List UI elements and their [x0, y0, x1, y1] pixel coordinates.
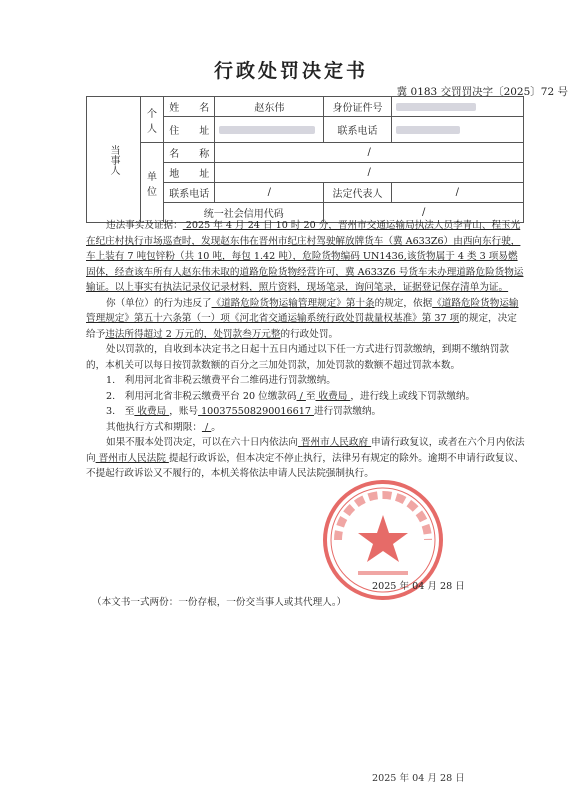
unit-address-label: 地 址: [164, 163, 215, 183]
unit-address-value: /: [215, 163, 524, 183]
id-label: 身份证件号: [324, 97, 391, 117]
phone-value-redacted: [391, 117, 523, 143]
payment-paragraph: 处以罚款的，自收到本决定书之日起十五日内通过以下任一方式进行罚款缴纳，到期不缴纳罚款的，本机关可以每日按罚款数额的百分之三加处罚款，加处罚款的数额不超过罚款本数。: [86, 344, 509, 371]
individual-label: 个人: [141, 97, 164, 143]
name-value: 赵东伟: [215, 97, 324, 117]
party-label: 当事人: [87, 97, 141, 223]
footer-date: 2025 年 04 月 28 日: [372, 773, 465, 784]
decision-body: [86, 218, 526, 482]
name-label: 姓 名: [164, 97, 215, 117]
address-label: 住 址: [164, 117, 215, 143]
payment-method-3: 3. 至 收费局 ，账号 100375508290016617 进行罚款缴纳。: [106, 406, 382, 417]
credit-code-value: /: [324, 203, 524, 223]
unit-name-value: /: [215, 143, 524, 163]
page-title: 行政处罚决定书: [213, 60, 368, 82]
footer-note: （本文书一式两份：一份存根，一份交当事人或其代理人。）: [92, 597, 347, 608]
unit-phone-label: 联系电话: [164, 183, 215, 203]
legal-rep-label: 法定代表人: [324, 183, 391, 203]
violation-facts-paragraph: 违法事实及证据： 2025 年 4 月 24 日 10 时 20 分，晋州市交通运输局执法人员李青山、程玉光在纪庄村执行市场巡查时，发现赵东伟在晋州市纪庄村驾驶解放牌货车（冀 A633Z6）由西向东行驶，车上装有 7 吨包锌粉（共 10 吨，每包 1.42 吨），危险货物编码 UN1436,该货物属于 4 类 3 项易燃固体，经查该车所有人赵东伟未取的道路危险货物经营许可，冀 A633Z6 号货车未办理道路危险货物运输证。以上事实有执法记录仪记录材料，照片资料，现场笔录，询问笔录，证据登记保存清单为证。: [86, 220, 524, 293]
party-info-table: [86, 96, 524, 223]
legal-rep-value: /: [391, 183, 523, 203]
address-value-redacted: [215, 117, 324, 143]
payment-method-2: 2. 利用河北省非税云缴费平台 20 位缴款码 / 至 收费局 ，进行线上或线下罚款缴纳。: [106, 390, 476, 402]
appeal-paragraph: 如果不服本处罚决定，可以在六十日内依法向 晋州市人民政府 申请行政复议，或者在六个月内依法向 晋州市人民法院 提起行政诉讼，但本决定不停止执行，法律另有规定的除外。逾期不申请行政复议、不提起行政诉讼又不履行的，本机关将依法申请人民法院强制执行。: [86, 437, 525, 479]
document-number: 冀 0183 交罚罚决字〔2025〕72 号: [396, 86, 568, 98]
payment-method-1: 1. 利用河北省非税云缴费平台二维码进行罚款缴纳。: [106, 375, 336, 386]
violation-basis-paragraph: 你（单位）的行为违反了《道路危险货物运输管理规定》第十条的规定，依据《道路危险货物运输管理规定》第五十六条第（一）项《河北省交通运输系统行政处罚裁量权基准》第 37 项的规定，决定给予违法所得超过 2 万元的，处罚款叁万元整的行政处罚。: [86, 297, 519, 340]
unit-label: 单位: [141, 143, 164, 223]
id-value-redacted: [391, 97, 523, 117]
other-execution: 其他执行方式和期限： / 。: [106, 421, 221, 433]
phone-label: 联系电话: [324, 117, 391, 143]
unit-name-label: 名 称: [164, 143, 215, 163]
credit-code-label: 统一社会信用代码: [164, 203, 324, 223]
penalty-decision-document: 行政处罚决定书 冀 0183 交罚罚决字〔2025〕72 号 当事人 个人 姓 名 赵东伟 身份证件号 住 址 联系电话 单位 名 称 / 地 址 / 联系电话 / 法定代表人 / 统一社会信用代码 / 违法事实及证据： 2025 年 4 月 24 日 10 时 20 分，晋州市交通运输局执法人员李青山、程玉光在纪庄村执行市场巡查时，发现赵东伟在晋州市纪庄村驾驶解放牌货车（冀 A633Z6）由西向东行驶，车上装有 7 吨包锌粉（共 10 吨，每包 1.42 吨），危险货物编码 UN1436,该货物属于 4 类 3 项易燃固体，经查该车所有人赵东伟未取的道路危险货物经营许可，冀 A633Z6 号货车未办理道路危险货物运输证。以上事实有执法记录仪记录材料，照片资料，现场笔录，询问笔录，证据登记保存清单为证。 你（单位）的行为违反了《道路危险货物运输管理规定》第十条的规定，依据《道路危险货物运输管理规定》第五十六条第（一）项《河北省交通运输系统行政处罚裁量权基准》第 37 项的规定，决定给予违法所得超过 2 万元的，处罚款叁万元整的行政处罚。 处以罚款的，自收到本决定书之日起十五日内通过以下任一方式进行罚款缴纳，到期不缴纳罚款的，本机关可以每日按罚款数额的百分之三加处罚款，加处罚款的数额不超过罚款本数。 1. 利用河北省非税云缴费平台二维码进行罚款缴纳。 2. 利用河北省非税云缴费平台 20 位缴款码 / 至 收费局 ，进行线上或线下罚款缴纳。 3. 至 收费局 ，账号 100375508290016617 进行罚款缴纳。 其他执行方式和期限： / 。 如果不服本处罚决定，可以在六十日内依法向 晋州市人民政府 申请行政复议，或者在六个月内依法向 晋州市人民法院 提起行政诉讼，但本决定不停止执行，法律另有规定的除外。逾期不申请行政复议、不提起行政诉讼又不履行的，本机关将依法申请人民法院强制执行。 2025 年 04 月 28 日 （本文书一式两份：一份存根，一份交当事人或其代理人。） 2025 年 04 月 28 日: [0, 0, 582, 800]
unit-phone-value: /: [215, 183, 324, 203]
